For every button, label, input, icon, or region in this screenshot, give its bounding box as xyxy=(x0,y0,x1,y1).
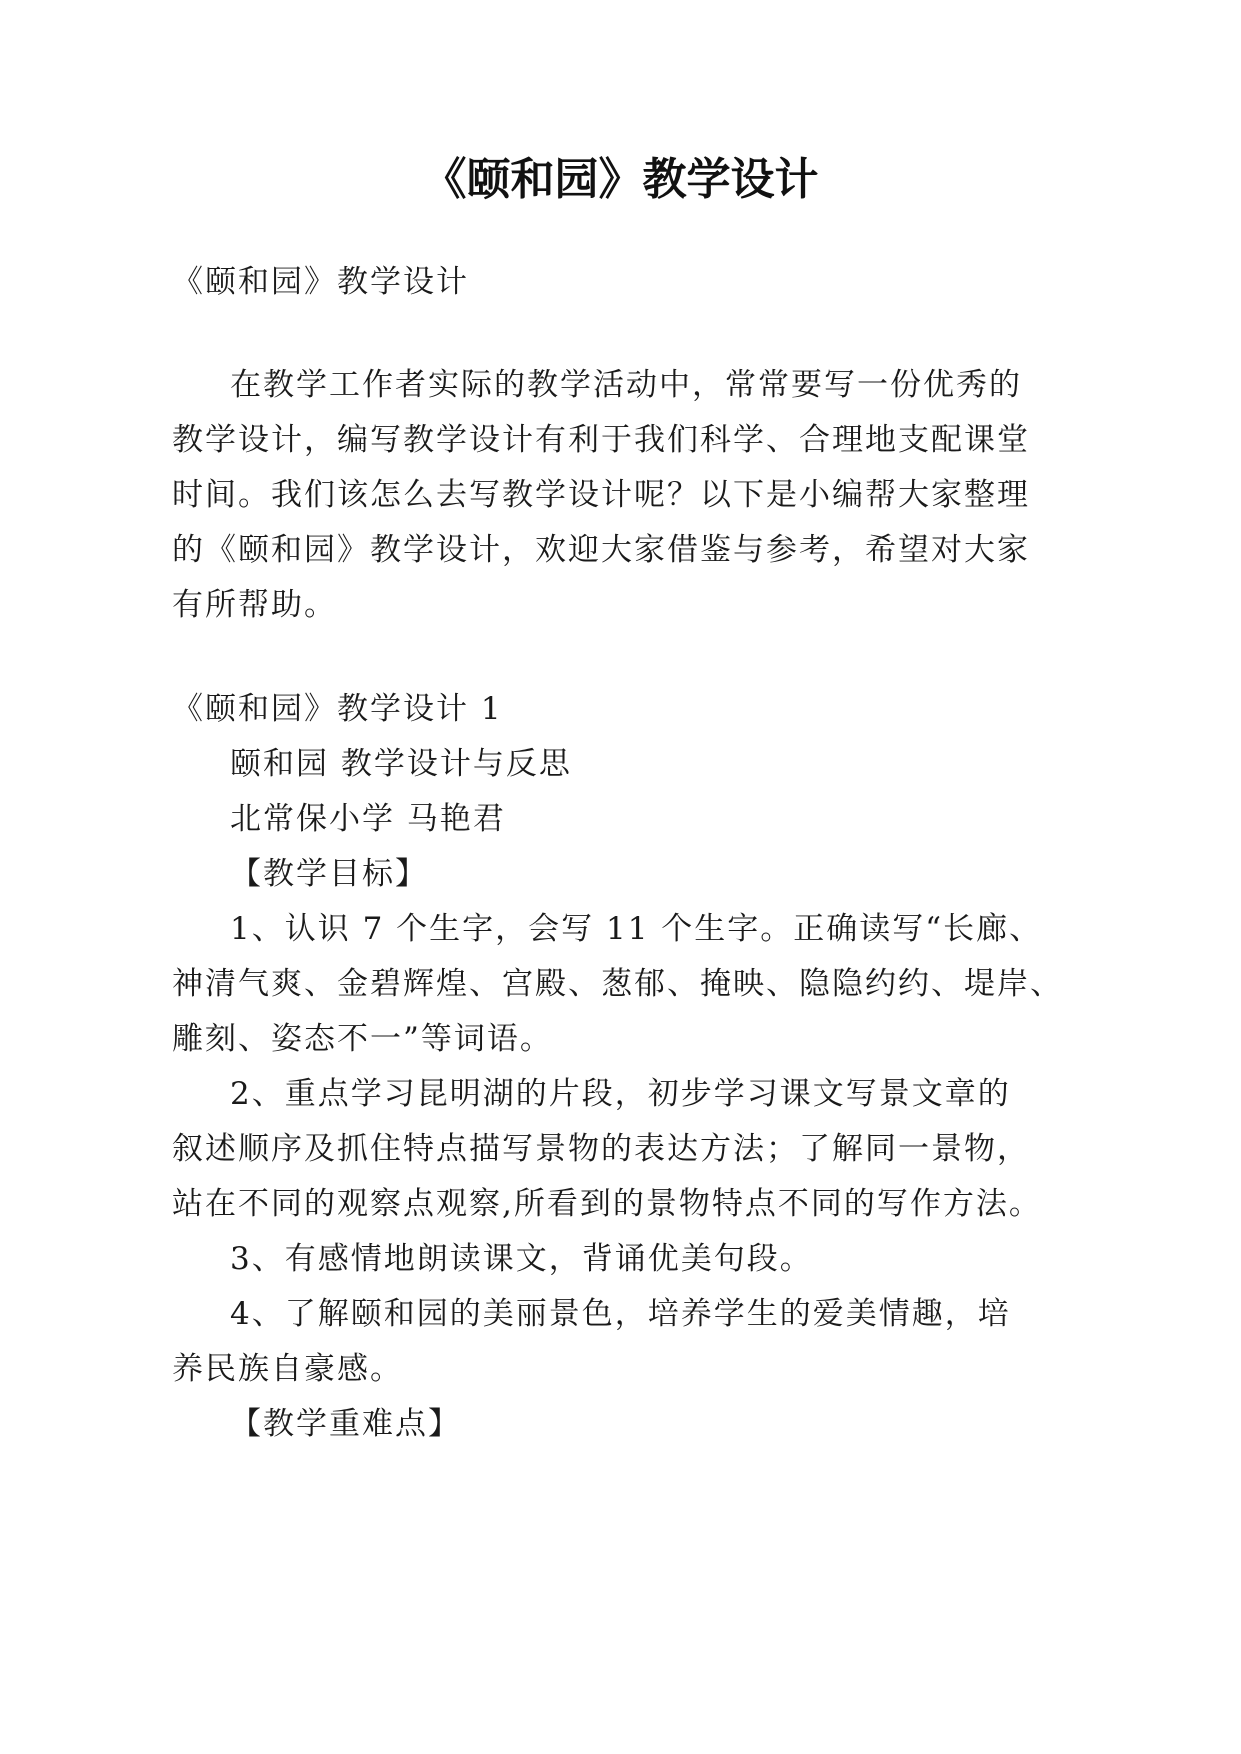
goal-line: 2、重点学习昆明湖的片段，初步学习课文写景文章的 xyxy=(230,1076,1011,1112)
goal-line: 神清气爽、金碧辉煌、宫殿、葱郁、掩映、隐隐约约、堤岸、 xyxy=(172,966,1063,1002)
goal-line: 4、了解颐和园的美丽景色，培养学生的爱美情趣，培 xyxy=(230,1296,1011,1332)
intro-line: 有所帮助。 xyxy=(172,587,337,623)
lesson-author: 北常保小学 马艳君 xyxy=(230,801,506,837)
section-heading: 《颐和园》教学设计 1 xyxy=(172,691,503,727)
goal-line: 叙述顺序及抓住特点描写景物的表达方法；了解同一景物， xyxy=(172,1131,1030,1167)
goal-line: 雕刻、姿态不一”等词语。 xyxy=(172,1021,553,1057)
document-title: 《颐和园》教学设计 xyxy=(422,154,819,205)
intro-line: 教学设计，编写教学设计有利于我们科学、合理地支配课堂 xyxy=(172,422,1030,458)
goal-line: 养民族自豪感。 xyxy=(172,1351,403,1387)
intro-line: 的《颐和园》教学设计，欢迎大家借鉴与参考，希望对大家 xyxy=(172,532,1030,568)
document-subtitle: 《颐和园》教学设计 xyxy=(172,264,469,300)
goal-line: 1、认识 7 个生字，会写 11 个生字。正确读写“长廊、 xyxy=(230,911,1043,947)
intro-line: 时间。我们该怎么去写教学设计呢？以下是小编帮大家整理 xyxy=(172,477,1030,513)
goal-line: 站在不同的观察点观察,所看到的景物特点不同的写作方法。 xyxy=(172,1186,1042,1222)
goals-heading: 【教学目标】 xyxy=(230,856,428,892)
goal-line: 3、有感情地朗读课文，背诵优美句段。 xyxy=(230,1241,813,1277)
lesson-title: 颐和园 教学设计与反思 xyxy=(230,746,572,782)
key-points-heading: 【教学重难点】 xyxy=(230,1406,461,1442)
intro-line: 在教学工作者实际的教学活动中，常常要写一份优秀的 xyxy=(230,367,1022,403)
